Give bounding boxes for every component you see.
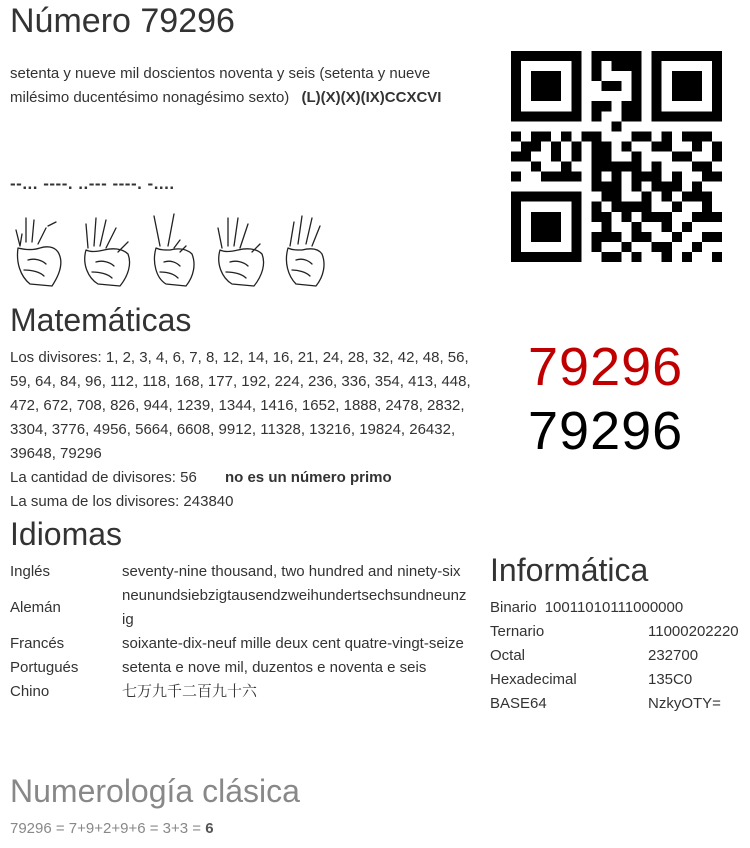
page-title: Número 79296	[10, 2, 235, 40]
info-value: 232700	[648, 647, 699, 664]
number-words: setenta y nueve mil doscientos noventa y seis (setenta y nueve milésimo ducentésimo nonagésimo sexto)	[10, 65, 431, 106]
languages-table	[10, 560, 480, 704]
language-name: Portugués	[10, 659, 79, 676]
qr-code[interactable]	[511, 51, 722, 262]
morse-code: --... ----. ..--- ----. -....	[10, 174, 175, 193]
binary-label: Binario	[490, 599, 537, 616]
divisor-count: 56	[180, 469, 197, 486]
language-value: soixante-dix-neuf mille deux cent quatre-vingt-seize	[122, 635, 464, 652]
language-name: Alemán	[10, 599, 61, 616]
hand-two-icon	[154, 214, 194, 286]
info-key: BASE64	[490, 695, 547, 712]
numerology-line	[10, 820, 214, 837]
info-value: 135C0	[648, 671, 693, 688]
divisor-sum: 243840	[183, 493, 234, 510]
language-value: 七万九千二百九十六	[122, 683, 258, 700]
info-row	[490, 620, 739, 644]
language-name: Francés	[10, 635, 65, 652]
binary-value: 10011010111000000	[544, 599, 684, 616]
language-row	[10, 632, 480, 656]
language-row	[10, 656, 480, 680]
info-key: Hexadecimal	[490, 671, 577, 688]
numerology-heading: Numerología clásica	[10, 773, 300, 809]
divisors-list: 1, 2, 3, 4, 6, 7, 8, 12, 14, 16, 21, 24, 28, 32, 42, 48, 56, 59, 64, 84, 96, 112, 118, 168, 177, 192, 224, 236, 336, 354, 413, 448, 472, 672, 708, 826, 944, 1239, 1344, 1416, 1652, 1888, 2478, 2832, 3304, 3776, 4956, 5664, 6608, 9912, 11328, 13216, 19824, 26432, 39648, 79296	[10, 349, 471, 462]
hand-nine-icon	[218, 218, 264, 286]
divisors-label: Los divisores:	[10, 349, 102, 366]
info-key: Octal	[490, 647, 526, 664]
binary-row	[490, 596, 739, 620]
info-row	[490, 692, 739, 716]
languages-heading: Idiomas	[10, 516, 123, 552]
big-number-red: 79296	[528, 337, 684, 397]
divisor-sum-label: La suma de los divisores:	[10, 493, 180, 510]
language-name: Chino	[10, 683, 50, 700]
language-row	[10, 560, 480, 584]
math-heading: Matemáticas	[10, 302, 192, 338]
info-row	[490, 668, 739, 692]
info-row	[490, 644, 739, 668]
numerology-result: 6	[205, 820, 214, 837]
language-name: Inglés	[10, 563, 51, 580]
info-value: NzkyOTY=	[648, 695, 721, 712]
divisor-count-label: La cantidad de divisores:	[10, 469, 176, 486]
hand-signs-illustration	[10, 212, 330, 290]
language-value: seventy-nine thousand, two hundred and ninety-six	[122, 563, 461, 580]
divisor-sum-line	[10, 490, 480, 514]
divisor-count-line	[10, 466, 480, 490]
math-section	[10, 346, 480, 514]
informatics-table	[490, 596, 739, 716]
language-value: setenta e nove mil, duzentos e noventa e seis	[122, 659, 427, 676]
big-number-black: 79296	[528, 401, 684, 461]
numerology-formula: 79296 = 7+9+2+9+6 = 3+3 =	[10, 820, 202, 837]
hand-seven-icon	[16, 218, 61, 286]
info-value: 11000202220	[648, 623, 739, 640]
language-row	[10, 680, 480, 704]
divisors-line	[10, 346, 480, 466]
informatics-heading: Informática	[490, 552, 649, 588]
prime-status: no es un número primo	[224, 469, 392, 486]
number-description	[10, 62, 472, 110]
hand-six-icon	[286, 216, 324, 286]
info-key: Ternario	[490, 623, 545, 640]
roman-numeral: (L)(X)(X)(IX)CCXCVI	[301, 89, 442, 106]
language-value: neunundsiebzigtausendzweihundertsechsundneunzig	[122, 587, 467, 628]
language-row	[10, 584, 480, 632]
hand-nine-icon	[85, 218, 130, 286]
